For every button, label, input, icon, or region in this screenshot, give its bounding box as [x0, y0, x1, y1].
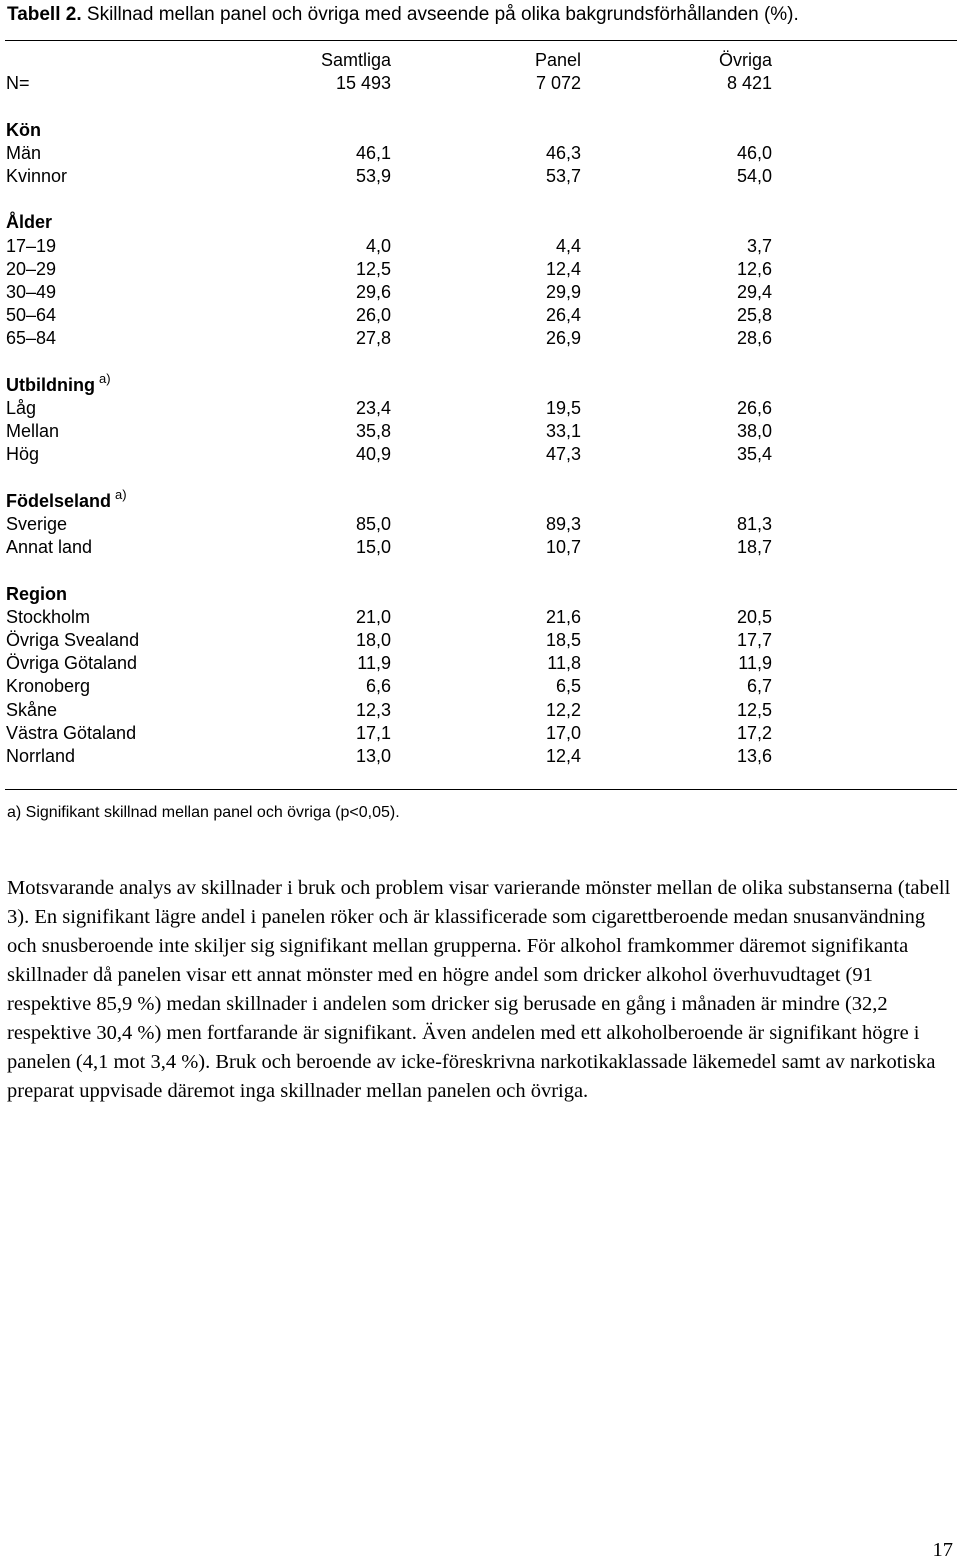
table-row: [6, 675, 772, 698]
row-label: 20–29: [6, 258, 57, 279]
table-group-header: [6, 490, 772, 513]
spacer-cell: [6, 95, 772, 118]
group-empty-cell: [581, 490, 772, 513]
group-empty-cell: [581, 583, 772, 606]
group-empty-cell: [391, 583, 581, 606]
significance-marker: a): [115, 486, 127, 502]
row-label: Norrland: [6, 746, 76, 767]
table-row: [6, 443, 772, 466]
row-label: Män: [6, 142, 42, 163]
group-title-cell: [6, 583, 296, 606]
row-label: 65–84: [6, 328, 57, 349]
table-n-row: [6, 72, 772, 95]
row-label: Stockholm: [6, 606, 91, 627]
value-ovriga: 38,0: [736, 421, 772, 442]
value-panel: 10,7: [545, 537, 581, 558]
value-ovriga: 17,2: [736, 722, 772, 743]
value-panel: 89,3: [545, 514, 581, 534]
group-empty-cell: [581, 374, 772, 397]
page-number: 17: [932, 1539, 953, 1561]
value-panel: 33,1: [545, 421, 581, 442]
group-title: Kön: [6, 119, 41, 140]
value-ovriga: 25,8: [736, 305, 772, 326]
value-samtliga: 15,0: [355, 537, 391, 558]
group-empty-cell: [391, 211, 581, 234]
table-row: [6, 652, 772, 675]
value-samtliga: 85,0: [355, 514, 391, 534]
value-ovriga: 11,9: [738, 653, 772, 674]
table-row: [6, 536, 772, 559]
table-caption-label: Tabell 2.: [7, 4, 82, 25]
value-ovriga: 29,4: [736, 282, 772, 302]
table-group-header: [6, 119, 772, 142]
value-panel: 12,4: [545, 258, 581, 279]
spacer-cell: [6, 188, 772, 211]
table-body: [6, 49, 772, 768]
value-ovriga: 13,6: [736, 746, 772, 767]
value-samtliga: 17,1: [355, 722, 391, 743]
value-panel: 26,9: [545, 328, 581, 349]
value-ovriga: 17,7: [736, 630, 772, 650]
value-panel: 11,8: [547, 653, 581, 674]
row-label: Övriga Svealand: [6, 630, 140, 650]
body-paragraph: Motsvarande analys av skillnader i bruk och problem visar varierande mönster mellan de olika substanserna (tabell 3). En signifikant lägre andel i panelen röker och är klassificerade som cigarettberoende medan snusanvändning och snusberoende inte skiljer sig signifikant mellan grupperna. För alkohol framkommer däremot signifikanta skillnader då panelen visar ett annat mönster med en högre andel som dricker alkohol överhuvudtaget (91 respektive 85,9 %) medan skillnader i andelen som dricker sig berusade en gång i månaden är mindre (32,2 respektive 30,4 %) men fortfarande är signifikant. Även andelen med ett alkoholberoende är signifikant högre i panelen (4,1 mot 3,4 %). Bruk och beroende av icke-föreskrivna narkotikaklassade läkemedel samt av narkotiska preparat uppvisade däremot inga skillnader mellan panelen och övriga.: [7, 877, 951, 1102]
table-caption-text: Skillnad mellan panel och övriga med avseende på olika bakgrundsförhållanden (%).: [81, 4, 799, 25]
value-panel: 12,2: [545, 699, 581, 720]
column-header-panel: Panel: [534, 50, 581, 70]
group-empty-cell: [296, 211, 391, 234]
table-spacer-row: [6, 95, 772, 118]
n-row-label: N=: [6, 73, 30, 94]
table-caption: [7, 3, 799, 27]
value-samtliga: 21,0: [355, 606, 391, 627]
group-title-cell: [6, 370, 296, 397]
value-panel: 4,4: [555, 235, 581, 256]
significance-marker: a): [98, 370, 111, 386]
value-panel: 12,4: [545, 746, 581, 767]
group-title: Region: [6, 583, 67, 604]
row-label: 50–64: [6, 305, 57, 326]
group-title-cell: [6, 486, 296, 513]
value-panel: 29,9: [545, 282, 581, 302]
table-row: [6, 327, 772, 350]
table-row: [6, 722, 772, 745]
table-corner-cell: [6, 49, 296, 72]
value-panel: 21,6: [545, 606, 581, 627]
value-ovriga: 26,6: [736, 398, 772, 418]
value-samtliga: 53,9: [355, 166, 391, 186]
table-row: [6, 606, 772, 629]
group-empty-cell: [581, 211, 772, 234]
group-title: Ålder: [6, 212, 53, 233]
table-group-header: [6, 211, 772, 234]
table-spacer-row: [6, 188, 772, 211]
value-panel: 17,0: [545, 722, 581, 743]
group-title: Utbildning: [6, 374, 95, 395]
value-ovriga: 12,6: [736, 258, 772, 279]
row-label: Övriga Götaland: [6, 653, 138, 674]
value-samtliga: 40,9: [355, 444, 391, 465]
row-label: Västra Götaland: [6, 722, 137, 743]
row-label: Annat land: [6, 537, 93, 558]
background-table: [6, 49, 772, 768]
row-label: Låg: [6, 398, 37, 418]
table-group-header: [6, 583, 772, 606]
table-row: [6, 397, 772, 420]
table-row: [6, 235, 772, 258]
value-panel: 18,5: [545, 630, 581, 650]
value-samtliga: 12,5: [355, 258, 391, 279]
spacer-cell: [6, 559, 772, 582]
group-empty-cell: [296, 119, 391, 142]
table-column-header-row: [6, 49, 772, 72]
group-title-cell: [6, 211, 296, 234]
table-row: [6, 304, 772, 327]
value-samtliga: 46,1: [355, 142, 391, 163]
table-top-rule: [5, 40, 957, 41]
value-samtliga: 23,4: [355, 398, 391, 418]
value-panel: 6,5: [555, 676, 581, 697]
row-label: Kronoberg: [6, 676, 91, 697]
group-empty-cell: [581, 119, 772, 142]
row-label: 30–49: [6, 282, 57, 302]
value-samtliga: 18,0: [355, 630, 391, 650]
value-samtliga: 4,0: [365, 235, 391, 256]
group-title-cell: [6, 119, 296, 142]
group-empty-cell: [391, 119, 581, 142]
table-row: [6, 281, 772, 304]
value-panel: 46,3: [545, 142, 581, 163]
value-samtliga: 13,0: [355, 746, 391, 767]
table-row: [6, 513, 772, 536]
row-label: Skåne: [6, 699, 58, 720]
value-samtliga: 29,6: [355, 282, 391, 302]
value-samtliga: 6,6: [365, 676, 391, 697]
row-label: Mellan: [6, 421, 60, 442]
value-ovriga: 18,7: [736, 537, 772, 558]
column-header-samtliga: Samtliga: [320, 50, 391, 70]
table-row: [6, 420, 772, 443]
table-row: [6, 165, 772, 188]
value-samtliga: 27,8: [355, 328, 391, 349]
value-ovriga: 35,4: [736, 444, 772, 465]
value-ovriga: 54,0: [736, 166, 772, 186]
row-label: Hög: [6, 444, 40, 465]
n-ovriga: 8 421: [726, 73, 772, 94]
value-ovriga: 28,6: [736, 328, 772, 349]
value-samtliga: 26,0: [355, 305, 391, 326]
table-row: [6, 745, 772, 768]
value-samtliga: 35,8: [355, 421, 391, 442]
spacer-cell: [6, 351, 772, 374]
row-label: Kvinnor: [6, 166, 68, 186]
table-spacer-row: [6, 559, 772, 582]
value-ovriga: 81,3: [736, 514, 772, 534]
group-empty-cell: [296, 490, 391, 513]
table-spacer-row: [6, 351, 772, 374]
group-empty-cell: [391, 490, 581, 513]
table-group-header: [6, 374, 772, 397]
value-samtliga: 11,9: [357, 653, 391, 674]
value-panel: 26,4: [545, 305, 581, 326]
value-panel: 53,7: [545, 166, 581, 186]
value-samtliga: 12,3: [355, 699, 391, 720]
value-panel: 47,3: [545, 444, 581, 465]
value-panel: 19,5: [545, 398, 581, 418]
value-ovriga: 12,5: [736, 699, 772, 720]
table-row: [6, 258, 772, 281]
n-samtliga: 15 493: [335, 73, 391, 94]
group-empty-cell: [391, 374, 581, 397]
group-empty-cell: [296, 374, 391, 397]
row-label: Sverige: [6, 514, 68, 534]
n-panel: 7 072: [535, 73, 581, 94]
value-ovriga: 20,5: [736, 606, 772, 627]
row-label: 17–19: [6, 235, 57, 256]
column-header-ovriga: Övriga: [718, 50, 772, 70]
table-row: [6, 142, 772, 165]
group-empty-cell: [296, 583, 391, 606]
value-ovriga: 46,0: [736, 142, 772, 163]
value-ovriga: 6,7: [746, 676, 772, 697]
table-row: [6, 629, 772, 652]
table-bottom-rule: [5, 789, 957, 790]
value-ovriga: 3,7: [746, 235, 772, 256]
group-title: Födelseland: [6, 490, 112, 511]
table-footnote: a) Signifikant skillnad mellan panel och övriga (p<0,05).: [7, 804, 400, 821]
table-row: [6, 699, 772, 722]
